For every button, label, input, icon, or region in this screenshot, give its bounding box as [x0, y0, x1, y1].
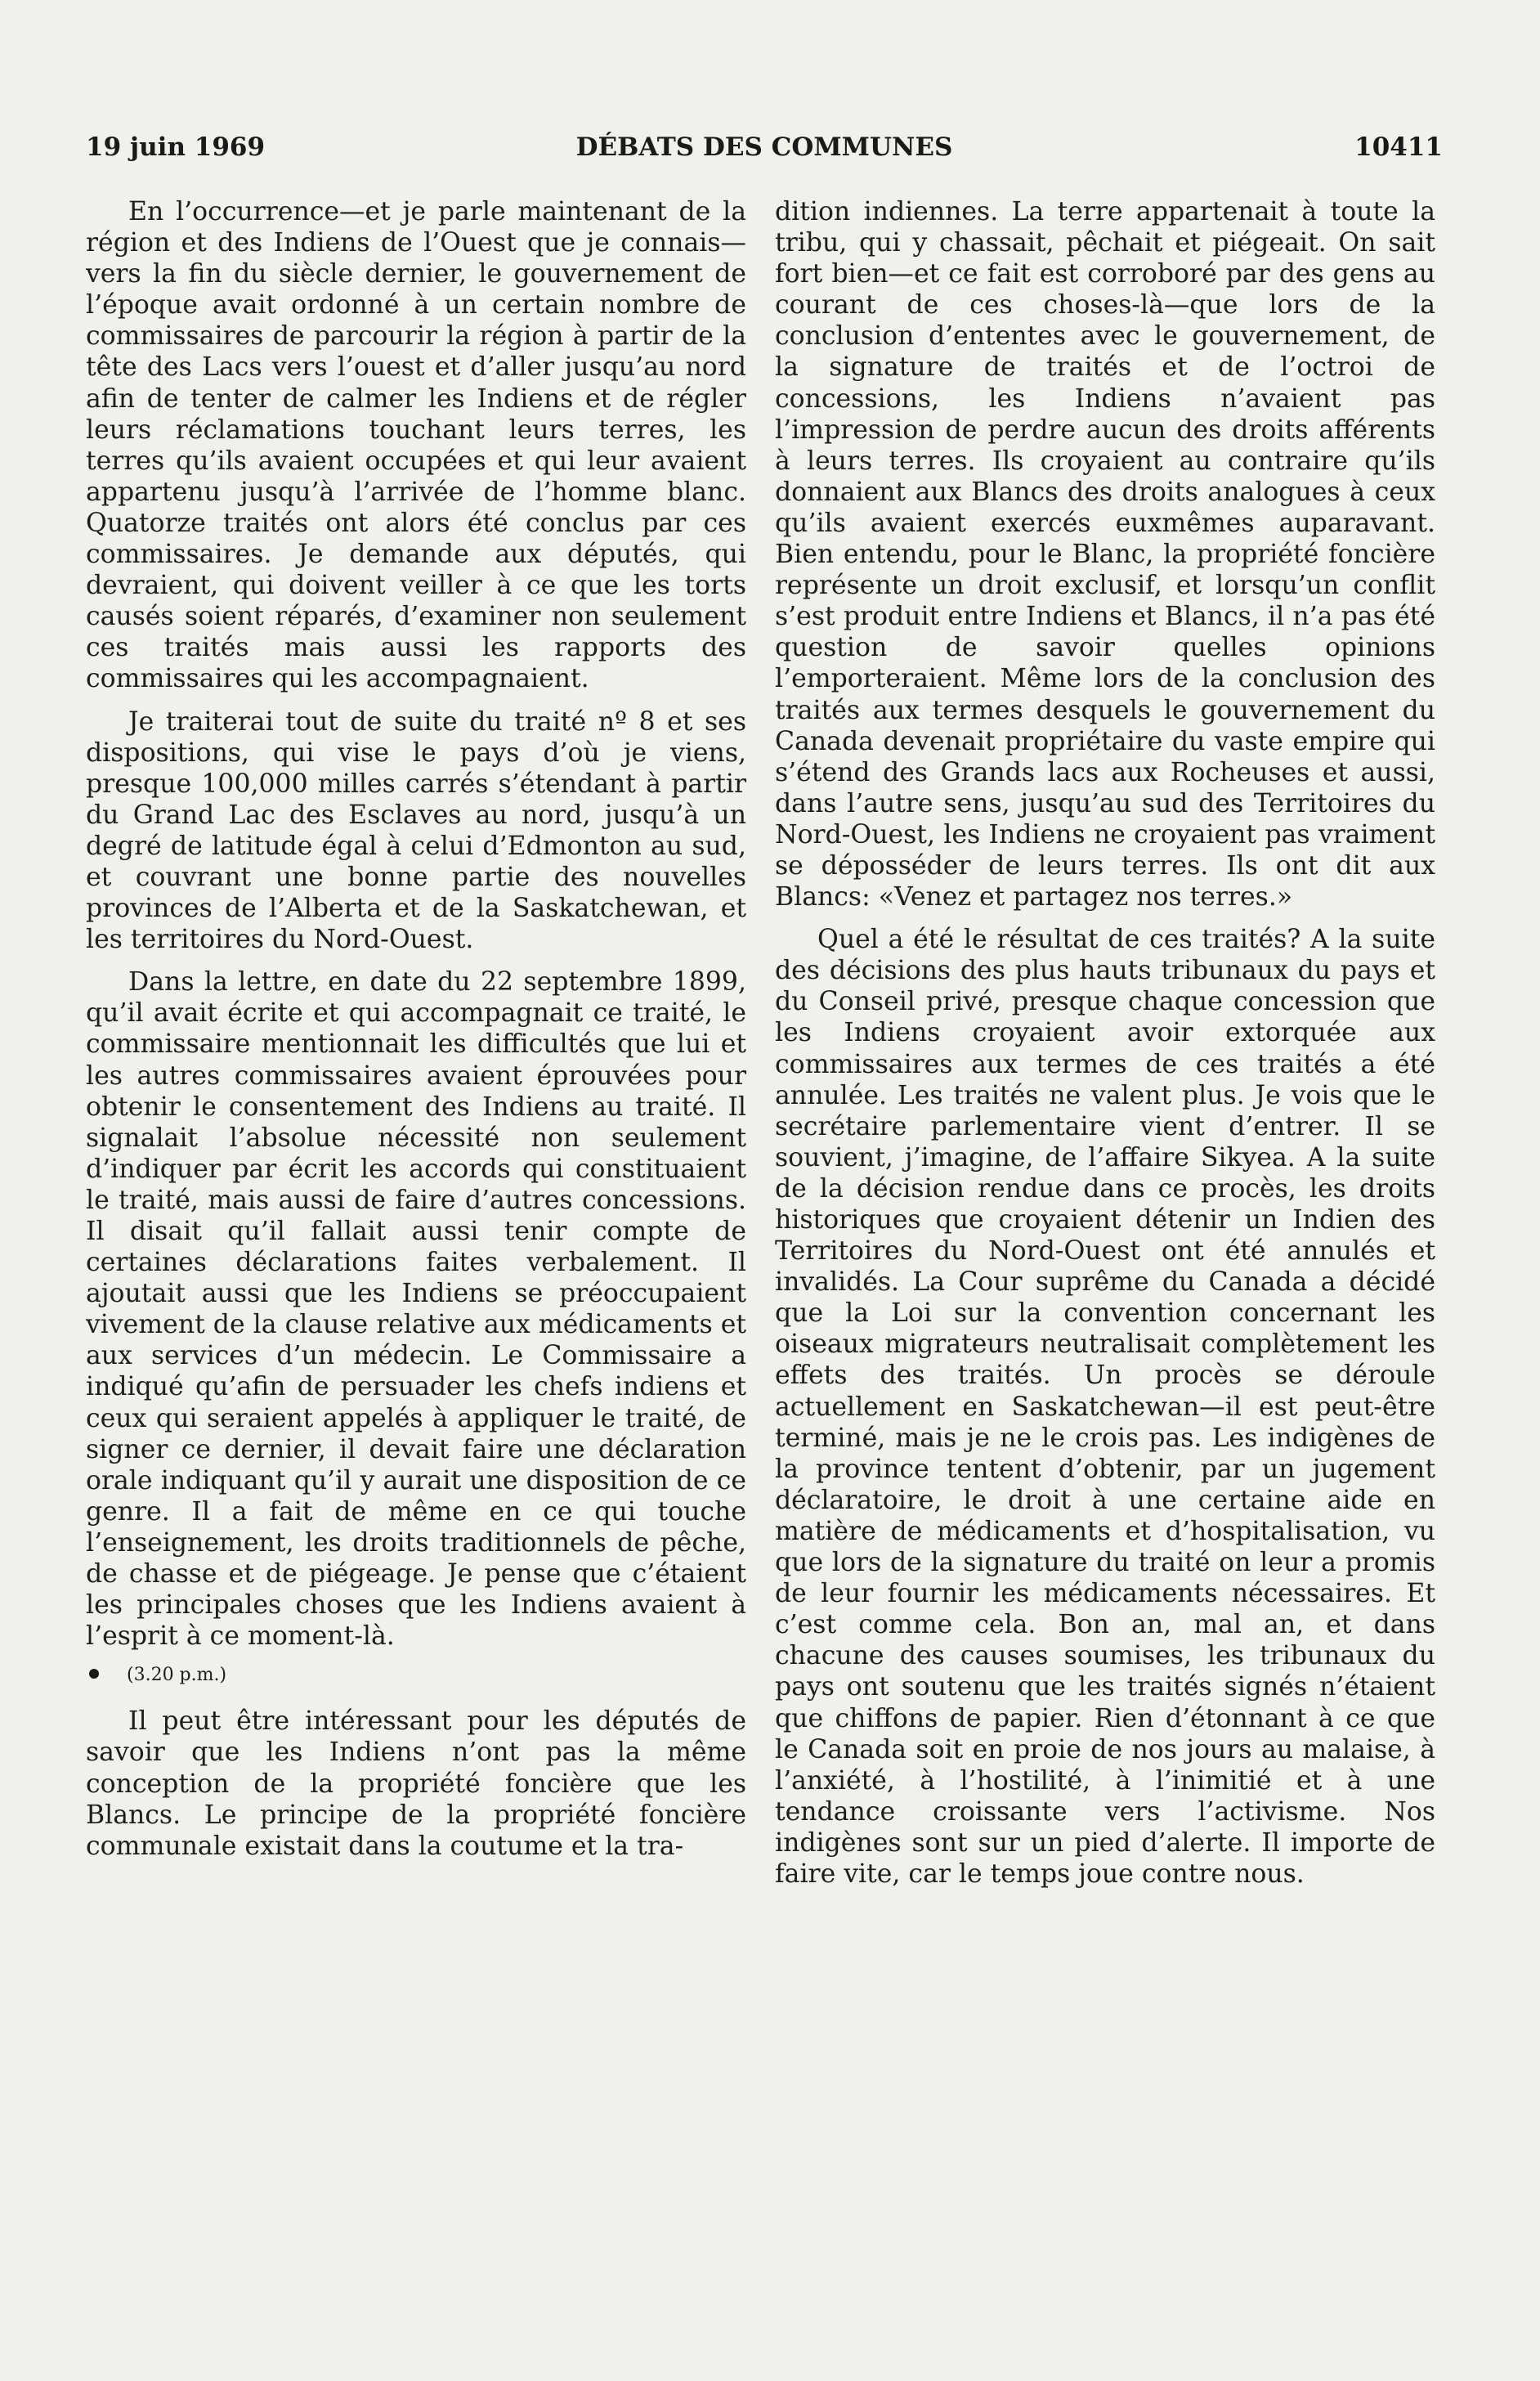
- header-title: DÉBATS DES COMMUNES: [575, 132, 953, 162]
- header-date: 19 juin 1969: [86, 132, 266, 162]
- header-page-number: 10411: [1354, 132, 1443, 162]
- paragraph: Dans la lettre, en date du 22 septembre 1899, qu’il avait écrite et qui accompagnait ce traité, le commissaire mentionnait les difficultés que lui et les autres commissaires avaient éprouvées pour obtenir le consentement des Indiens au traité. Il signalait l’absolue nécessité non seulement d’indiquer par écrit les accords qui constituaient le traité, mais aussi de faire d’autres concessions. Il disait qu’il fallait aussi tenir compte de certaines déclarations faites verbalement. Il ajoutait aussi que les Indiens se préoccupaient vivement de la clause relative aux médicaments et aux services d’un médecin. Le Commissaire a indiqué qu’afin de persuader les chefs indiens et ceux qui seraient appelés à appliquer le traité, de signer ce dernier, il devait faire une déclaration orale indiquant qu’il y aurait une disposition de ce genre. Il a fait de même en ce qui touche l’enseignement, les droits traditionnels de pêche, de chasse et de piégeage. Je pense que c’étaient les principales choses que les Indiens avaient à l’esprit à ce moment-là.: [86, 967, 746, 1652]
- paragraph-continuation: dition indiennes. La terre appartenait à toute la tribu, qui y chassait, pêchait et piégeait. On sait fort bien—et ce fait est corroboré par des gens au courant de ces choses-là—que lors de la conclusion d’ententes avec le gouvernement, de la signature de traités et de l’octroi de concessions, les Indiens n’avaient pas l’impression de perdre aucun des droits afférents à leurs terres. Ils croyaient au contraire qu’ils donnaient aux Blancs des droits analogues à ceux qu’ils avaient exercés euxmêmes auparavant. Bien entendu, pour le Blanc, la propriété foncière représente un droit exclusif, et lorsqu’un conflit s’est produit entre Indiens et Blancs, il n’a pas été question de savoir quelles opinions l’emporteraient. Même lors de la conclusion des traités aux termes desquels le gouvernement du Canada devenait propriétaire du vaste empire qui s’étend des Grands lacs aux Rocheuses et aussi, dans l’autre sens, jusqu’au sud des Territoires du Nord-Ouest, les Indiens ne croyaient pas vraiment se déposséder de leurs terres. Ils ont dit aux Blancs: «Venez et partagez nos terres.»: [775, 197, 1435, 912]
- paragraph: Il peut être intéressant pour les députés de savoir que les Indiens n’ont pas la même conception de la propriété foncière que les Blancs. Le principe de la propriété foncière communale existait dans la coutume et la tra-: [86, 1706, 746, 1861]
- bullet-icon: [89, 1669, 99, 1679]
- time-stamp-text: (3.20 p.m.): [127, 1665, 227, 1686]
- page-header: [86, 132, 1443, 173]
- paragraph: Quel a été le résultat de ces traités? A la suite des décisions des plus hauts tribunaux du pays et du Conseil privé, presque chaque concession que les Indiens croyaient avoir extorquée aux commissaires aux termes de ces traités a été annulée. Les traités ne valent plus. Je vois que le secrétaire parlementaire vient d’entrer. Il se souvient, j’imagine, de l’affaire Sikyea. A la suite de la décision rendue dans ce procès, les droits historiques que croyaient détenir un Indien des Territoires du Nord-Ouest ont été annulés et invalidés. La Cour suprême du Canada a décidé que la Loi sur la convention concernant les oiseaux migrateurs neutralisait complètement les effets des traités. Un procès se déroule actuellement en Saskatchewan—il est peut-être terminé, mais je ne le crois pas. Les indigènes de la province tentent d’obtenir, par un jugement déclaratoire, le droit à une certaine aide en matière de médicaments et d’hospitalisation, vu que lors de la signature du traité on leur a promis de leur fournir les médicaments nécessaires. Et c’est comme cela. Bon an, mal an, et dans chacune des causes soumises, les tribunaux du pays ont soutenu que les traités signés n’étaient que chiffons de papier. Rien d’étonnant à ce que le Canada soit en proie de nos jours au malaise, à l’anxiété, à l’hostilité, à l’inimitié et à une tendance croissante vers l’activisme. Nos indigènes sont sur un pied d’alerte. Il importe de faire vite, car le temps joue contre nous.: [775, 925, 1435, 1889]
- paragraph: En l’occurrence—et je parle maintenant de la région et des Indiens de l’Ouest que je connais—vers la fin du siècle dernier, le gouvernement de l’époque avait ordonné à un certain nombre de commissaires de parcourir la région à partir de la tête des Lacs vers l’ouest et d’aller jusqu’au nord afin de tenter de calmer les Indiens et de régler leurs réclamations touchant leurs terres, les terres qu’ils avaient occupées et qui leur avaient appartenu jusqu’à l’arrivée de l’homme blanc. Quatorze traités ont alors été conclus par ces commissaires. Je demande aux députés, qui devraient, qui doivent veiller à ce que les torts causés soient réparés, d’examiner non seulement ces traités mais aussi les rapports des commissaires qui les accompagnaient.: [86, 197, 746, 694]
- right-column: [775, 196, 1435, 1901]
- time-stamp: [86, 1663, 746, 1688]
- left-column: [86, 196, 746, 1873]
- paragraph: Je traiterai tout de suite du traité nº 8 et ses dispositions, qui vise le pays d’où je viens, presque 100,000 milles carrés s’étendant à partir du Grand Lac des Esclaves au nord, jusqu’à un degré de latitude égal à celui d’Edmonton au sud, et couvrant une bonne partie des nouvelles provinces de l’Alberta et de la Saskatchewan, et les territoires du Nord-Ouest.: [86, 706, 746, 955]
